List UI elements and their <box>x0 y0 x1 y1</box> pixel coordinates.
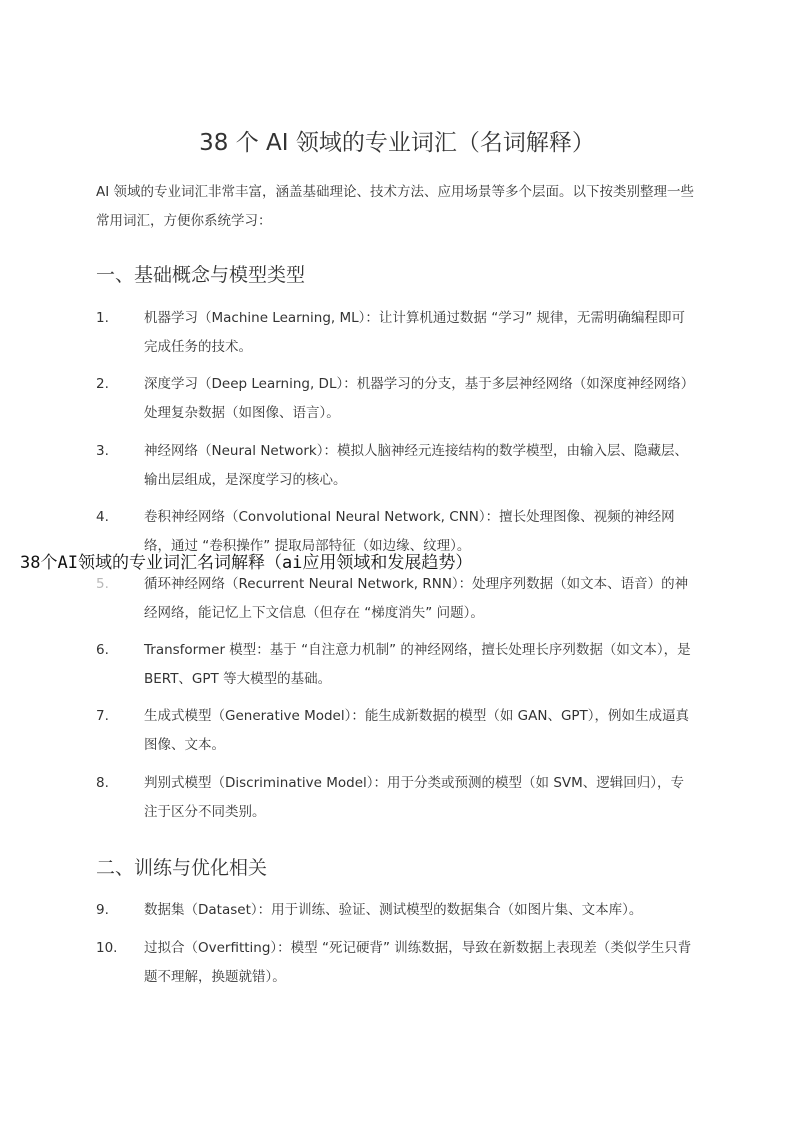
item-number: 6. <box>96 642 109 658</box>
page-title: 38 个 AI 领域的专业词汇（名词解释） <box>199 130 595 156</box>
section-heading-training: 二、训练与优化相关 <box>96 857 268 879</box>
item-number: 2. <box>96 376 109 392</box>
item-text: 生成式模型（Generative Model）：能生成新数据的模型（如 GAN、GPT），例如生成逼真图像、文本。 <box>144 708 690 753</box>
list-item <box>96 437 696 495</box>
item-number: 3. <box>96 443 109 459</box>
list-item <box>96 769 696 827</box>
item-text: 深度学习（Deep Learning, DL）：机器学习的分支，基于多层神经网络（如深度神经网络）处理复杂数据（如图像、语言）。 <box>144 376 695 421</box>
list-item <box>96 702 696 760</box>
item-number: 5. <box>96 576 109 592</box>
list-item <box>96 934 696 992</box>
item-text: 机器学习（Machine Learning, ML）：让计算机通过数据 “学习” 规律，无需明确编程即可完成任务的技术。 <box>144 310 685 355</box>
section-heading-basics: 一、基础概念与模型类型 <box>96 264 306 286</box>
item-text: 卷积神经网络（Convolutional Neural Network, CNN）：擅长处理图像、视频的神经网络，通过 “卷积操作” 提取局部特征（如边缘、纹理）。 <box>144 509 675 554</box>
item-number: 4. <box>96 509 109 525</box>
list-item <box>96 304 696 362</box>
item-text: 过拟合（Overfitting）：模型 “死记硬背” 训练数据，导致在新数据上表现差（类似学生只背题不理解，换题就错）。 <box>144 940 692 985</box>
item-number: 10. <box>96 940 118 956</box>
list-item <box>96 636 696 694</box>
item-text: 神经网络（Neural Network）：模拟人脑神经元连接结构的数学模型，由输入层、隐藏层、输出层组成，是深度学习的核心。 <box>144 443 688 488</box>
item-text: Transformer 模型：基于 “自注意力机制” 的神经网络，擅长处理长序列数据（如文本），是 BERT、GPT 等大模型的基础。 <box>144 642 691 687</box>
list-item <box>96 896 696 925</box>
item-text: 循环神经网络（Recurrent Neural Network, RNN）：处理序列数据（如文本、语音）的神经网络，能记忆上下文信息（但存在 “梯度消失” 问题）。 <box>144 576 689 621</box>
item-number: 1. <box>96 310 109 326</box>
item-number: 8. <box>96 775 109 791</box>
item-text: 数据集（Dataset）：用于训练、验证、测试模型的数据集合（如图片集、文本库）。 <box>144 902 643 918</box>
item-number: 9. <box>96 902 109 918</box>
intro-paragraph: AI 领域的专业词汇非常丰富，涵盖基础理论、技术方法、应用场景等多个层面。以下按类别整理一些常用词汇，方便你系统学习： <box>96 184 695 229</box>
item-number: 7. <box>96 708 109 724</box>
list-item <box>96 570 696 628</box>
item-text: 判别式模型（Discriminative Model）：用于分类或预测的模型（如 SVM、逻辑回归），专注于区分不同类别。 <box>144 775 685 820</box>
overlay-title-banner: 38个AI领域的专业词汇名词解释（ai应用领域和发展趋势） <box>20 553 473 573</box>
list-item <box>96 370 696 428</box>
